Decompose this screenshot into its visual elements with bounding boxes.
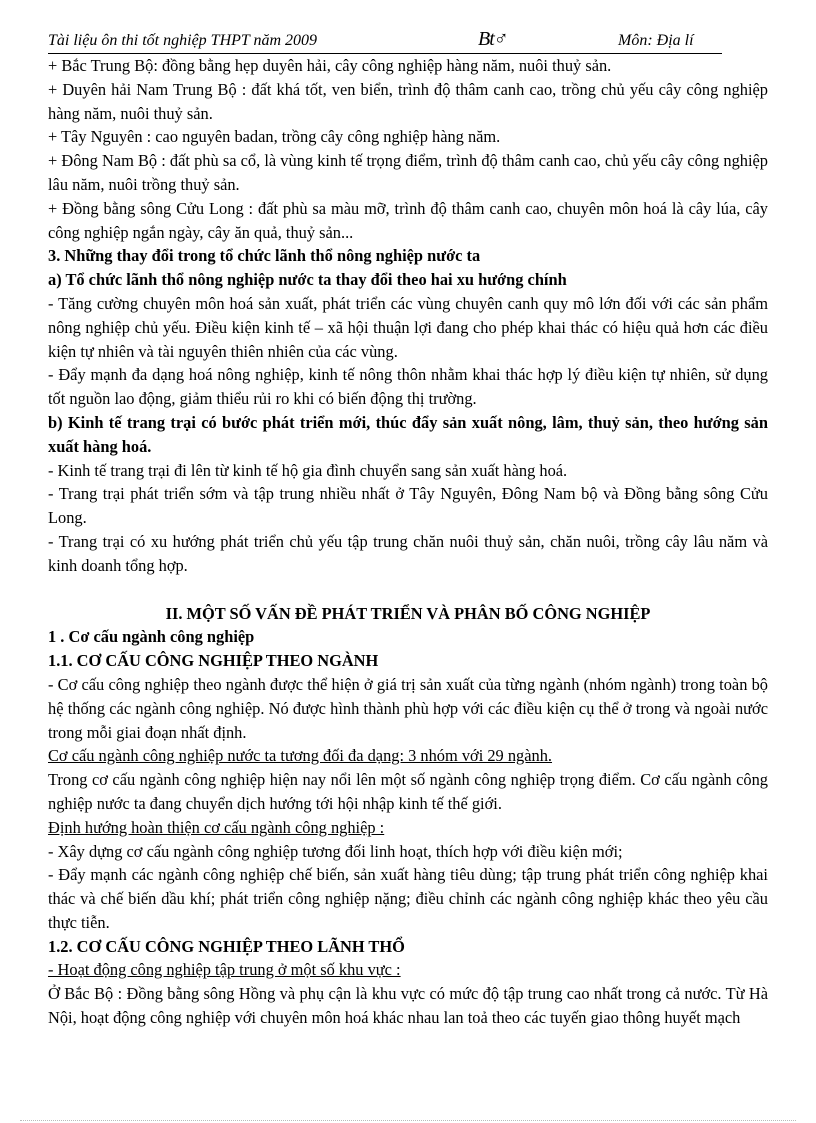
paragraph: + Duyên hải Nam Trung Bộ : đất khá tốt, ven biển, trình độ thâm canh cao, trồng chủ yếu cây công nghiệp hàng năm, nuôi thuỷ sản. [48, 79, 768, 123]
paragraph: Ở Bắc Bộ : Đồng bằng sông Hồng và phụ cận là khu vực có mức độ tập trung cao nhất trong cả nước. Từ Hà Nội, hoạt động công nghiệp với chuyên môn hoá khác nhau lan toả theo các tuyến giao thông huyết mạch [48, 984, 768, 1028]
subsection-heading: b) Kinh tế trang trại có bước phát triển mới, thúc đẩy sản xuất nông, lâm, thuỷ sản, theo hướng sản xuất hàng hoá. [48, 412, 768, 456]
section-heading: 3. Những thay đổi trong tổ chức lãnh thổ nông nghiệp nước ta [48, 246, 481, 266]
underlined-paragraph: Cơ cấu ngành công nghiệp nước ta tương đối đa dạng: 3 nhóm với 29 ngành. [48, 746, 553, 766]
document-body [48, 54, 768, 1030]
paragraph: + Đồng bằng sông Cửu Long : đất phù sa màu mỡ, trình độ thâm canh cao, chuyên môn hoá là cây lúa, cây công nghiệp ngắn ngày, cây ăn quả, thuỷ sản... [48, 198, 768, 242]
paragraph: - Xây dựng cơ cấu ngành công nghiệp tương đối linh hoạt, thích hợp với điều kiện mới; [48, 841, 623, 861]
underlined-paragraph: - Hoạt động công nghiệp tập trung ở một số khu vực : [48, 960, 401, 980]
paragraph: - Trang trại có xu hướng phát triển chủ yếu tập trung chăn nuôi thuỷ sản, chăn nuôi, trồng cây lâu năm và kinh doanh tổng hợp. [48, 531, 768, 575]
header-signature: Bt♂ [478, 28, 508, 50]
header-title: Tài liệu ôn thi tốt nghiệp THPT năm 2009 [48, 32, 318, 49]
paragraph: + Tây Nguyên : cao nguyên badan, trồng cây công nghiệp hàng năm. [48, 127, 501, 147]
paragraph: - Đẩy mạnh đa dạng hoá nông nghiệp, kinh tế nông thôn nhằm khai thác hợp lý điều kiện tự nhiên, sử dụng tốt nguồn lao động, giảm thiểu rủi ro khi có biến động thị trường. [48, 365, 768, 409]
document-page [48, 0, 768, 1030]
paragraph: + Đông Nam Bộ : đất phù sa cổ, là vùng kinh tế trọng điểm, trình độ thâm canh cao, chủ yếu cây công nghiệp lâu năm, nuôi trồng thuỷ sản. [48, 151, 768, 194]
paragraph: - Cơ cấu công nghiệp theo ngành được thể hiện ở giá trị sản xuất của từng ngành (nhóm ngành) trong toàn bộ hệ thống các ngành công nghiệp. Nó được hình thành phù hợp với các điều kiện cụ thể ở trong và ngoài nước trong mỗi giai đoạn nhất định. [48, 674, 768, 742]
section-heading: 1.1. CƠ CẤU CÔNG NGHIỆP THEO NGÀNH [48, 651, 379, 671]
paragraph: + Bắc Trung Bộ: đồng bằng hẹp duyên hải, cây công nghiệp hàng năm, nuôi thuỷ sản. [48, 56, 612, 75]
paragraph: - Đẩy mạnh các ngành công nghiệp chế biến, sản xuất hàng tiêu dùng; tập trung phát triển công nghiệp khai thác và chế biến dầu khí; phát triển công nghiệp nặng; điều chỉnh các ngành công nghiệp khác theo yêu cầu thực tiễn. [48, 865, 768, 932]
underlined-paragraph: Định hướng hoàn thiện cơ cấu ngành công nghiệp : [48, 817, 385, 837]
header-subject: Môn: Địa lí [618, 32, 694, 49]
page-bottom-border [20, 1120, 796, 1121]
section-heading: 1 . Cơ cấu ngành công nghiệp [48, 627, 255, 647]
page-header [48, 29, 722, 54]
paragraph: - Kinh tế trang trại đi lên từ kinh tế hộ gia đình chuyển sang sản xuất hàng hoá. [48, 460, 568, 480]
paragraph: - Tăng cường chuyên môn hoá sản xuất, phát triển các vùng chuyên canh quy mô lớn đối với các sản phẩm nông nghiệp chủ yếu. Điều kiện kinh tế – xã hội thuận lợi đang cho phép khai thác có hiệu quả hơn các điều kiện tự nhiên và tài nguyên thiên nhiên của các vùng. [48, 293, 768, 361]
paragraph: - Trang trại phát triển sớm và tập trung nhiều nhất ở Tây Nguyên, Đông Nam bộ và Đồng bằng sông Cửu Long. [48, 484, 768, 528]
section-heading: 1.2. CƠ CẤU CÔNG NGHIỆP THEO LÃNH THỔ [48, 936, 405, 956]
subsection-heading: a) Tổ chức lãnh thổ nông nghiệp nước ta thay đổi theo hai xu hướng chính [48, 270, 567, 290]
paragraph: Trong cơ cấu ngành công nghiệp hiện nay nổi lên một số ngành công nghiệp trọng điểm. Cơ cấu ngành công nghiệp nước ta đang chuyển dịch hướng tới hội nhập kinh tế thế giới. [48, 770, 768, 813]
chapter-heading: II. MỘT SỐ VẤN ĐỀ PHÁT TRIỂN VÀ PHÂN BỐ CÔNG NGHIỆP [165, 603, 651, 623]
